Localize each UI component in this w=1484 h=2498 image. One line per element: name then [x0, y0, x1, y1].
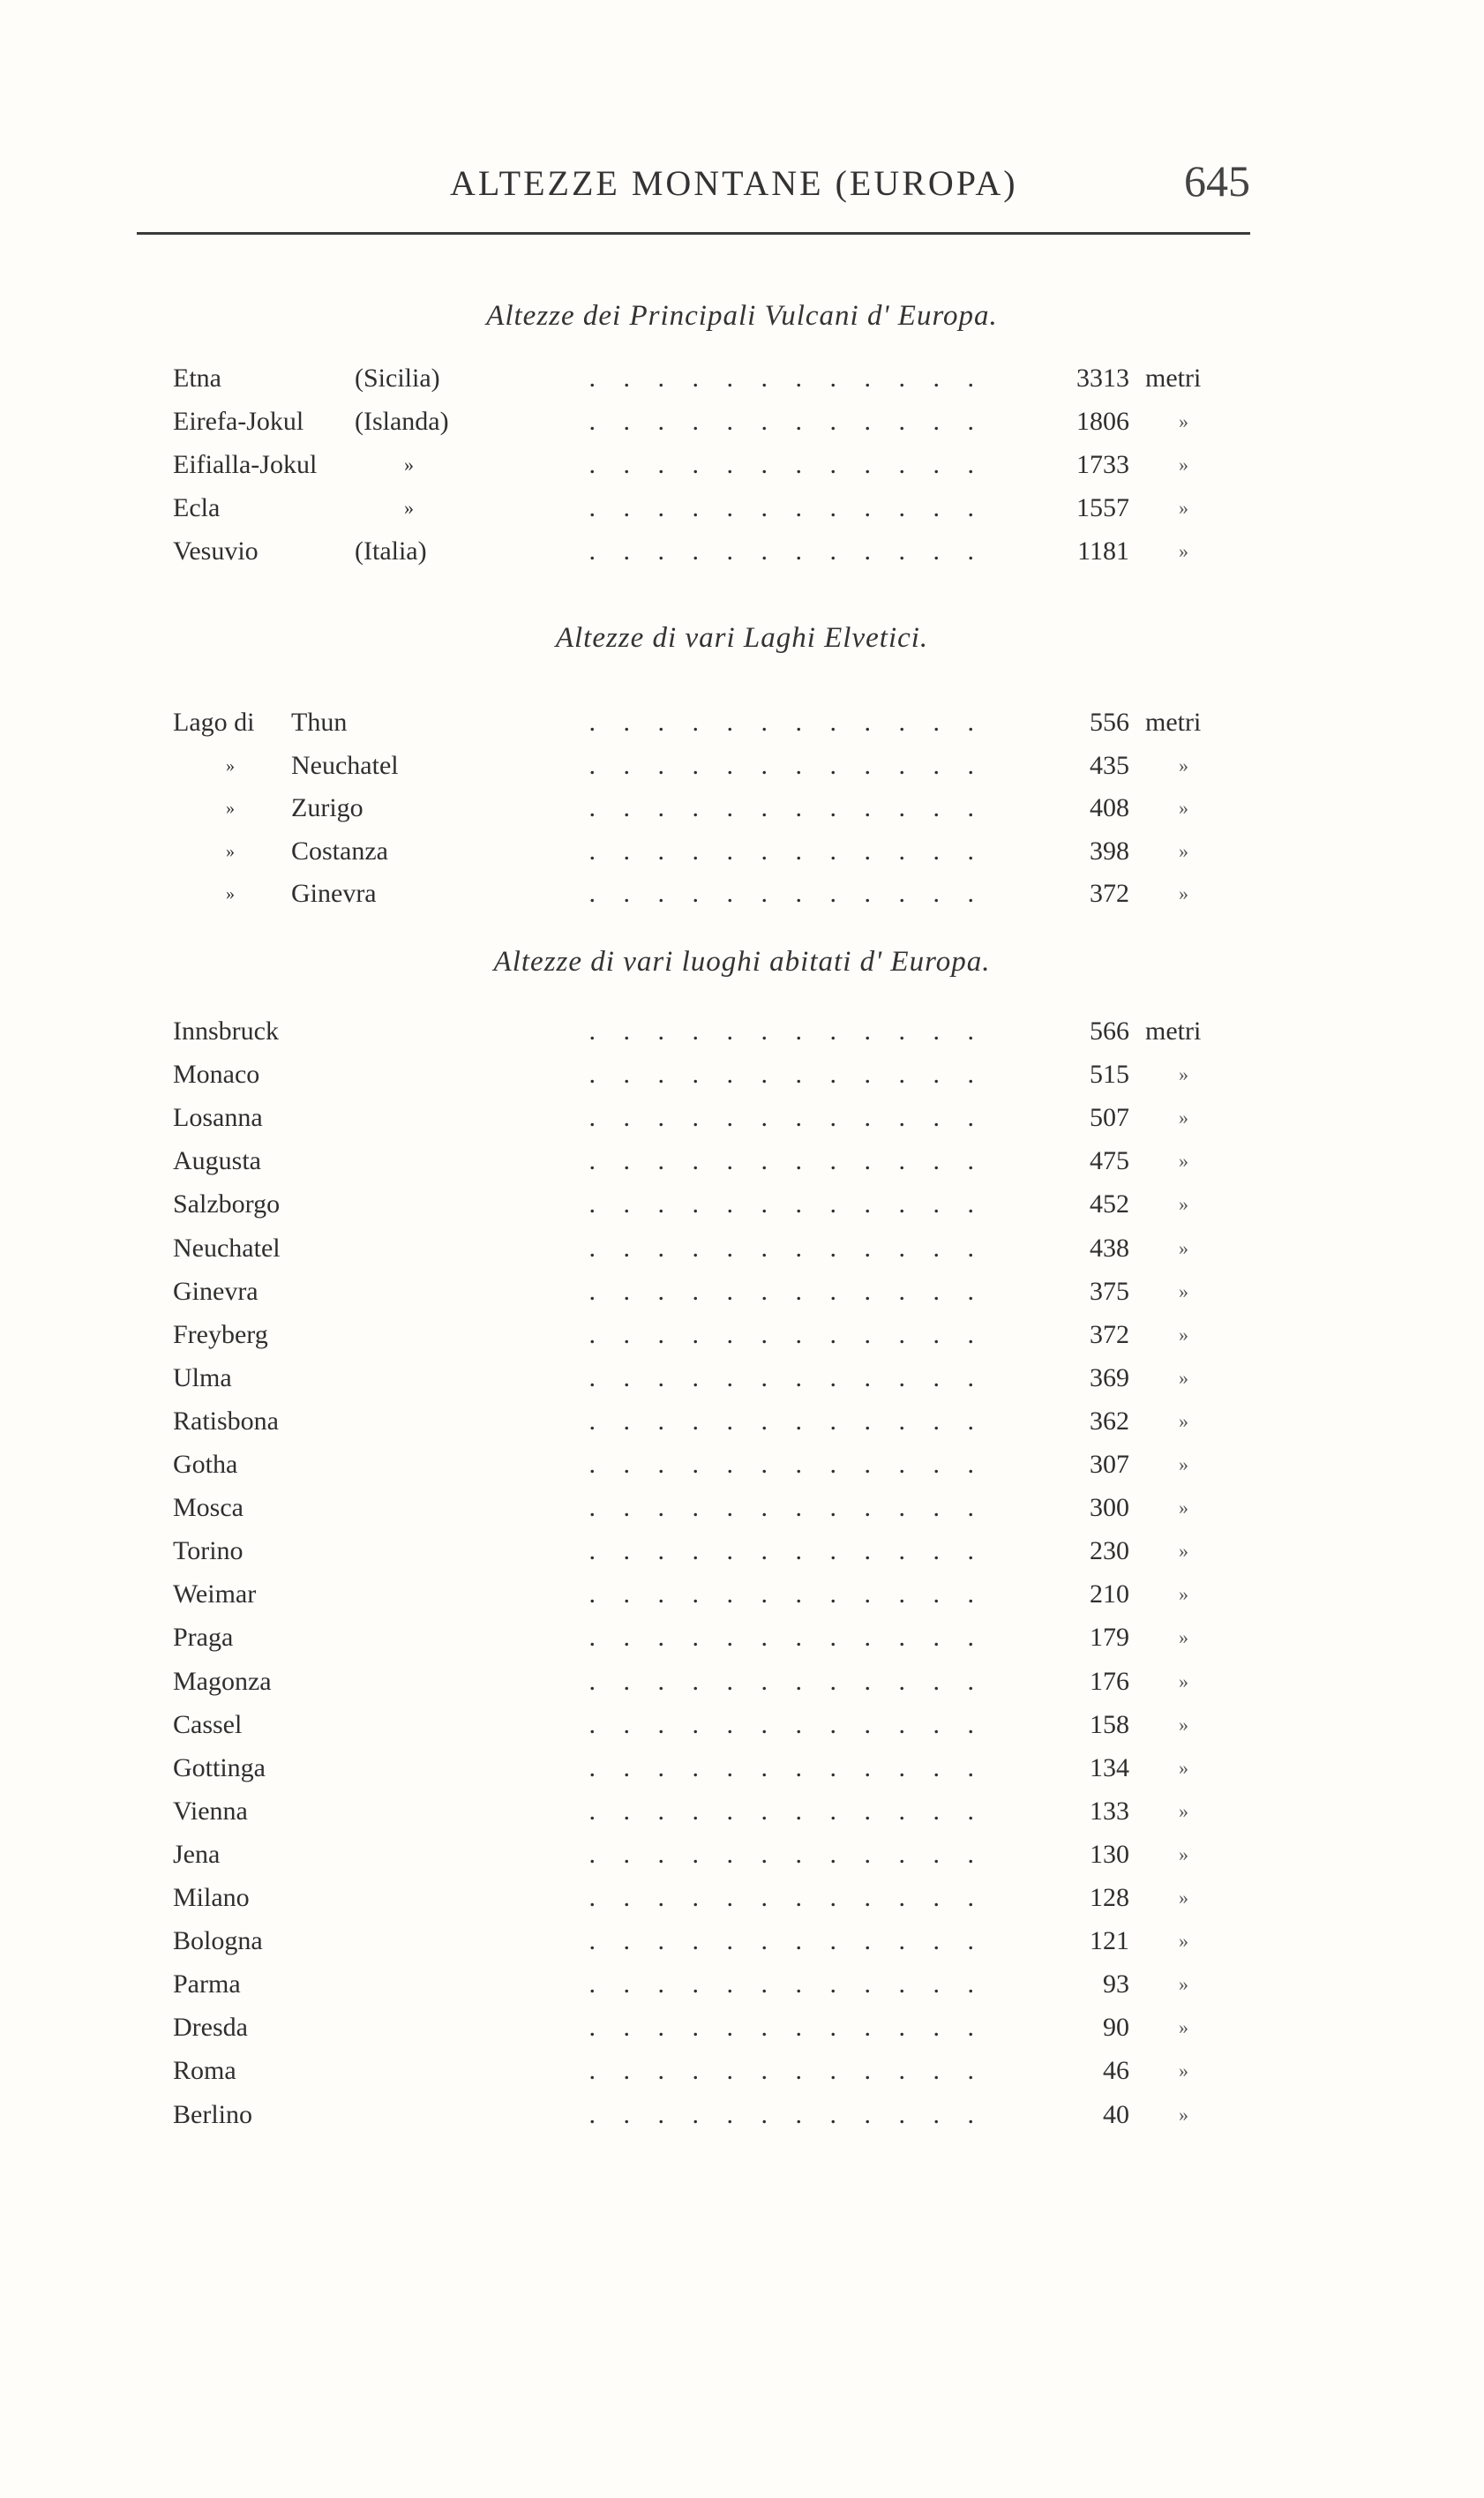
dot-leader: . . . . . . . . . . . .	[588, 2056, 985, 2086]
dot-leader: . . . . . . . . . . . .	[588, 493, 985, 522]
lake-name: Costanza	[291, 836, 388, 866]
table-row	[0, 1790, 1484, 1833]
page-header	[137, 141, 1248, 212]
dot-leader: . . . . . . . . . . . .	[588, 836, 985, 866]
unit-label: »	[1179, 2016, 1188, 2039]
table-row	[0, 1357, 1484, 1399]
unit-label: »	[1179, 1409, 1188, 1432]
page-number: 645	[1184, 156, 1250, 206]
unit-label: »	[1179, 454, 1188, 476]
table-row	[0, 1747, 1484, 1789]
dot-leader: . . . . . . . . . . . .	[588, 1709, 985, 1739]
altitude-value: 398	[1090, 836, 1129, 866]
section-title: Altezze di vari luoghi abitati d' Europa.	[493, 946, 991, 978]
dot-leader: . . . . . . . . . . . .	[588, 1233, 985, 1263]
dot-leader: . . . . . . . . . . . .	[588, 1450, 985, 1479]
unit-label: »	[1179, 1930, 1188, 1953]
place-name: Torino	[173, 1536, 244, 1566]
table-row	[0, 830, 1484, 873]
dot-leader: . . . . . . . . . . . .	[588, 1016, 985, 1046]
unit-label: »	[1179, 797, 1188, 819]
dot-leader: . . . . . . . . . . . .	[588, 1666, 985, 1696]
dot-leader: . . . . . . . . . . . .	[588, 1146, 985, 1176]
altitude-value: 93	[1103, 1969, 1129, 1999]
lake-name: Neuchatel	[291, 750, 399, 780]
altitude-value: 1733	[1076, 450, 1129, 479]
lake-prefix: »	[226, 884, 235, 904]
section-title: Altezze dei Principali Vulcani d' Europa.	[486, 300, 998, 332]
place-name: Innsbruck	[173, 1016, 279, 1046]
altitude-value: 369	[1090, 1362, 1129, 1392]
place-name: Eirefa-Jokul	[173, 407, 304, 436]
altitude-value: 566	[1090, 1016, 1129, 1046]
dot-leader: . . . . . . . . . . . .	[588, 750, 985, 780]
dot-leader: . . . . . . . . . . . .	[588, 407, 985, 436]
dot-leader: . . . . . . . . . . . .	[588, 1579, 985, 1609]
place-name: Salzborgo	[173, 1189, 281, 1219]
dot-leader: . . . . . . . . . . . .	[588, 1189, 985, 1219]
dot-leader: . . . . . . . . . . . .	[588, 793, 985, 822]
altitude-value: 438	[1090, 1233, 1129, 1263]
unit-label: »	[1179, 1366, 1188, 1389]
table-row	[0, 2050, 1484, 2092]
dot-leader: . . . . . . . . . . . .	[588, 364, 985, 393]
table-row	[0, 1704, 1484, 1746]
table-row	[0, 1054, 1484, 1096]
place-name: Milano	[173, 1883, 250, 1912]
unit-label: »	[1179, 1236, 1188, 1259]
unit-label: metri	[1145, 1016, 1202, 1046]
place-name: Dresda	[173, 2013, 248, 2043]
place-name: Jena	[173, 1839, 221, 1869]
unit-label: »	[1179, 1063, 1188, 1086]
altitude-value: 452	[1090, 1189, 1129, 1219]
table-row	[0, 530, 1484, 573]
unit-label: »	[1179, 1150, 1188, 1173]
unit-label: »	[1179, 1842, 1188, 1865]
unit-label: »	[1179, 497, 1188, 519]
altitude-value: 134	[1090, 1752, 1129, 1782]
place-name: Gotha	[173, 1450, 238, 1479]
altitude-value: 133	[1090, 1796, 1129, 1826]
table-row	[0, 1920, 1484, 1962]
place-name: Bologna	[173, 1926, 263, 1956]
table-row	[0, 2007, 1484, 2049]
unit-label: »	[1179, 1583, 1188, 1606]
table-row	[0, 1617, 1484, 1659]
lake-prefix: »	[226, 755, 235, 776]
unit-label: »	[1179, 1756, 1188, 1779]
table-row	[0, 1487, 1484, 1529]
dot-leader: . . . . . . . . . . . .	[588, 1536, 985, 1566]
place-name: Ratisbona	[173, 1406, 279, 1436]
table-row	[0, 1400, 1484, 1443]
unit-label: »	[1179, 1323, 1188, 1346]
altitude-value: 130	[1090, 1839, 1129, 1869]
dot-leader: . . . . . . . . . . . .	[588, 1276, 985, 1306]
place-name: Augusta	[173, 1146, 261, 1176]
place-name: Vienna	[173, 1796, 248, 1826]
table-row	[0, 1963, 1484, 2006]
unit-label: »	[1179, 1540, 1188, 1563]
altitude-value: 46	[1103, 2056, 1129, 2086]
lake-prefix: »	[226, 799, 235, 818]
unit-label: »	[1179, 1279, 1188, 1302]
unit-label: »	[1179, 1453, 1188, 1475]
altitude-value: 230	[1090, 1536, 1129, 1566]
region-label: (Islanda)	[355, 407, 449, 436]
dot-leader: . . . . . . . . . . . .	[588, 1883, 985, 1912]
table-row	[0, 1227, 1484, 1270]
place-name: Eifialla-Jokul	[173, 450, 318, 479]
unit-label: »	[1179, 540, 1188, 562]
altitude-value: 90	[1103, 2013, 1129, 2043]
table-row	[0, 1314, 1484, 1356]
header-rule	[137, 232, 1250, 235]
place-name: Praga	[173, 1623, 234, 1653]
altitude-value: 210	[1090, 1579, 1129, 1609]
place-name: Mosca	[173, 1493, 244, 1523]
unit-label: »	[1179, 2103, 1188, 2126]
place-name: Berlino	[173, 2099, 252, 2129]
region-label: (Italia)	[355, 536, 427, 566]
altitude-value: 40	[1103, 2099, 1129, 2129]
unit-label: »	[1179, 1497, 1188, 1519]
table-row	[0, 787, 1484, 829]
section-title: Altezze di vari Laghi Elvetici.	[555, 622, 929, 654]
place-name: Magonza	[173, 1666, 272, 1696]
table-row	[0, 1010, 1484, 1053]
altitude-value: 1806	[1076, 407, 1129, 436]
altitude-value: 158	[1090, 1709, 1129, 1739]
table-row	[0, 1097, 1484, 1139]
altitude-value: 121	[1090, 1926, 1129, 1956]
table-row	[0, 1140, 1484, 1182]
unit-label: »	[1179, 1799, 1188, 1822]
altitude-value: 128	[1090, 1883, 1129, 1912]
unit-label: »	[1179, 1713, 1188, 1736]
table-row	[0, 1183, 1484, 1226]
altitude-value: 179	[1090, 1623, 1129, 1653]
dot-leader: . . . . . . . . . . . .	[588, 2099, 985, 2129]
unit-label: metri	[1145, 708, 1202, 737]
unit-label: »	[1179, 2059, 1188, 2082]
lake-name: Ginevra	[291, 879, 377, 908]
place-name: Etna	[173, 364, 221, 393]
altitude-value: 300	[1090, 1493, 1129, 1523]
table-row	[0, 2094, 1484, 2136]
unit-label: »	[1179, 839, 1188, 862]
dot-leader: . . . . . . . . . . . .	[588, 1060, 985, 1090]
dot-leader: . . . . . . . . . . . .	[588, 2013, 985, 2043]
table-row	[0, 1834, 1484, 1876]
altitude-value: 372	[1090, 879, 1129, 908]
unit-label: »	[1179, 882, 1188, 904]
altitude-value: 1181	[1077, 536, 1129, 566]
dot-leader: . . . . . . . . . . . .	[588, 1362, 985, 1392]
place-name: Ginevra	[173, 1276, 259, 1306]
altitude-value: 176	[1090, 1666, 1129, 1696]
unit-label: »	[1179, 1973, 1188, 1996]
table-row	[0, 444, 1484, 486]
dot-leader: . . . . . . . . . . . .	[588, 1796, 985, 1826]
table-row	[0, 1444, 1484, 1486]
lake-prefix: »	[226, 841, 235, 861]
region-label: »	[404, 497, 414, 519]
table-row	[0, 1271, 1484, 1313]
altitude-value: 435	[1090, 750, 1129, 780]
place-name: Monaco	[173, 1060, 260, 1090]
altitude-value: 507	[1090, 1103, 1129, 1133]
table-row	[0, 357, 1484, 400]
unit-label: »	[1179, 1106, 1188, 1129]
dot-leader: . . . . . . . . . . . .	[588, 879, 985, 908]
lake-prefix: Lago di	[173, 708, 255, 737]
table-row	[0, 745, 1484, 787]
table-row	[0, 1661, 1484, 1703]
region-label: (Sicilia)	[355, 364, 440, 393]
table-row	[0, 873, 1484, 915]
lake-name: Thun	[291, 708, 348, 737]
dot-leader: . . . . . . . . . . . .	[588, 1926, 985, 1956]
altitude-value: 372	[1090, 1319, 1129, 1349]
dot-leader: . . . . . . . . . . . .	[588, 536, 985, 566]
table-row	[0, 1573, 1484, 1616]
dot-leader: . . . . . . . . . . . .	[588, 1969, 985, 1999]
altitude-value: 1557	[1076, 493, 1129, 522]
region-label: »	[404, 454, 414, 476]
dot-leader: . . . . . . . . . . . .	[588, 450, 985, 479]
altitude-value: 307	[1090, 1450, 1129, 1479]
place-name: Gottinga	[173, 1752, 266, 1782]
altitude-value: 362	[1090, 1406, 1129, 1436]
place-name: Losanna	[173, 1103, 263, 1133]
unit-label: metri	[1145, 364, 1202, 393]
table-row	[0, 401, 1484, 443]
dot-leader: . . . . . . . . . . . .	[588, 1103, 985, 1133]
dot-leader: . . . . . . . . . . . .	[588, 708, 985, 737]
dot-leader: . . . . . . . . . . . .	[588, 1493, 985, 1523]
place-name: Cassel	[173, 1709, 243, 1739]
place-name: Parma	[173, 1969, 241, 1999]
altitude-value: 408	[1090, 793, 1129, 822]
altitude-value: 515	[1090, 1060, 1129, 1090]
place-name: Weimar	[173, 1579, 257, 1609]
table-row	[0, 1530, 1484, 1572]
dot-leader: . . . . . . . . . . . .	[588, 1752, 985, 1782]
dot-leader: . . . . . . . . . . . .	[588, 1839, 985, 1869]
table-row	[0, 701, 1484, 744]
unit-label: »	[1179, 754, 1188, 776]
unit-label: »	[1179, 1626, 1188, 1649]
altitude-value: 375	[1090, 1276, 1129, 1306]
unit-label: »	[1179, 1193, 1188, 1216]
place-name: Ecla	[173, 493, 221, 522]
unit-label: »	[1179, 1887, 1188, 1909]
altitude-value: 556	[1090, 708, 1129, 737]
table-row	[0, 487, 1484, 529]
place-name: Roma	[173, 2056, 236, 2086]
altitude-value: 475	[1090, 1146, 1129, 1176]
dot-leader: . . . . . . . . . . . .	[588, 1623, 985, 1653]
dot-leader: . . . . . . . . . . . .	[588, 1319, 985, 1349]
place-name: Ulma	[173, 1362, 232, 1392]
unit-label: »	[1179, 410, 1188, 432]
unit-label: »	[1179, 1669, 1188, 1692]
place-name: Vesuvio	[173, 536, 259, 566]
dot-leader: . . . . . . . . . . . .	[588, 1406, 985, 1436]
table-row	[0, 1877, 1484, 1919]
running-head: ALTEZZE MONTANE (EUROPA)	[450, 163, 1018, 203]
altitude-value: 3313	[1076, 364, 1129, 393]
place-name: Neuchatel	[173, 1233, 281, 1263]
lake-name: Zurigo	[291, 793, 364, 822]
place-name: Freyberg	[173, 1319, 268, 1349]
